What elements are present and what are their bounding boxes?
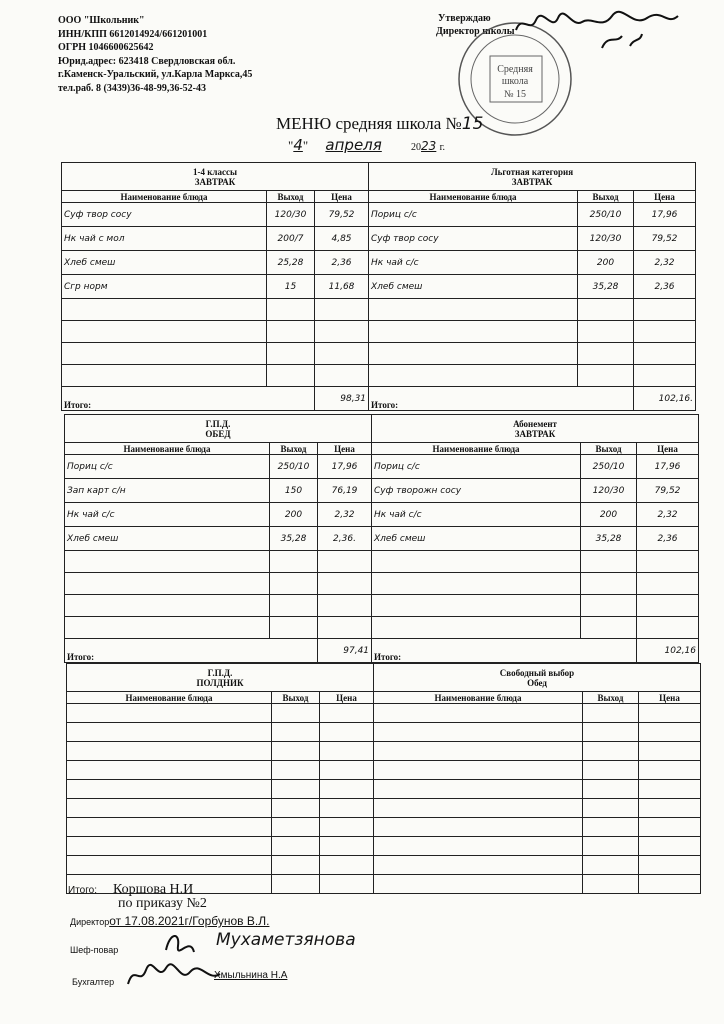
section-meal: Обед: [527, 677, 547, 688]
col-output: Выход: [581, 443, 637, 455]
section-meal: ЗАВТРАК: [514, 428, 556, 439]
dish-output: 200: [581, 503, 637, 527]
table-row-empty: [67, 818, 701, 837]
menu-title-text: МЕНЮ средняя школа №: [276, 114, 462, 133]
menu-title: [276, 114, 483, 134]
dish-price: 79,52: [315, 203, 369, 227]
org-line: тел.раб. 8 (3439)36-48-99,36-52-43: [58, 82, 207, 94]
section-meal: ОБЕД: [205, 428, 231, 439]
menu-table-lunch: [64, 414, 699, 663]
table-row-empty: [65, 573, 699, 595]
dish-price: 76,19: [318, 479, 372, 503]
total-value: 97,41: [318, 639, 372, 663]
date-year-prefix: 20: [411, 142, 422, 153]
section-title: Г.П.Д.: [205, 418, 231, 429]
dish-output: 15: [267, 275, 315, 299]
svg-text:Средняя: Средняя: [497, 64, 533, 75]
section-title: Абонемент: [513, 418, 557, 429]
total-value: 102,16: [637, 639, 699, 663]
col-name: Наименование блюда: [374, 692, 583, 704]
col-output: Выход: [272, 692, 320, 704]
col-price: Цена: [634, 191, 696, 203]
svg-text:№ 15: № 15: [503, 89, 527, 100]
total-label: Итого:: [62, 387, 315, 411]
dish-name: Хлеб смеш: [369, 275, 578, 299]
table-row: [65, 455, 699, 479]
section-title: Льготная категория: [490, 166, 574, 177]
dish-output: 150: [270, 479, 318, 503]
dish-price: 17,96: [637, 455, 699, 479]
dish-price: 2,32: [318, 503, 372, 527]
dish-price: 2,32: [634, 251, 696, 275]
table-row-empty: [62, 321, 696, 343]
dish-output: 200: [270, 503, 318, 527]
dish-output: 120/30: [578, 227, 634, 251]
col-price: Цена: [315, 191, 369, 203]
table-row-empty: [67, 704, 701, 723]
col-name: Наименование блюда: [369, 191, 578, 203]
col-output: Выход: [583, 692, 639, 704]
dish-name: Суф творожн сосу: [372, 479, 581, 503]
date-g: г.: [439, 142, 446, 153]
dish-name: Нк чай с/с: [65, 503, 270, 527]
total-row: [65, 639, 699, 663]
table-row-empty: [65, 595, 699, 617]
dish-name: Суф твор сосу: [62, 203, 267, 227]
director-signature: [512, 4, 682, 52]
footer-director-label: Директор: [70, 917, 110, 927]
dish-output: 35,28: [581, 527, 637, 551]
dish-price: 79,52: [637, 479, 699, 503]
section-header-gpd-snack: [67, 664, 374, 692]
org-line: ОГРН 1046600625642: [58, 42, 154, 54]
footer-name: Коршова Н.И: [112, 882, 194, 897]
table-row: [65, 503, 699, 527]
table-row-empty: [67, 780, 701, 799]
col-output: Выход: [267, 191, 315, 203]
approve-label: Утверждаю: [438, 13, 491, 24]
col-price: Цена: [318, 443, 372, 455]
col-name: Наименование блюда: [67, 692, 272, 704]
col-price: Цена: [320, 692, 374, 704]
org-line: ИНН/КПП 6612014924/661201001: [58, 28, 208, 40]
table-row: [65, 527, 699, 551]
dish-price: 2,36.: [318, 527, 372, 551]
footer-order: по приказу №2: [118, 896, 207, 911]
total-value: 98,31: [315, 387, 369, 411]
total-row: [62, 387, 696, 411]
accountant-name: Хмыльнина Н.А: [214, 970, 288, 981]
section-header-privileged: [369, 163, 696, 191]
dish-output: 35,28: [578, 275, 634, 299]
table-row: [62, 203, 696, 227]
col-price: Цена: [639, 692, 701, 704]
dish-price: 4,85: [315, 227, 369, 251]
table-row-empty: [67, 723, 701, 742]
chef-signature-name: Мухаметзянова: [216, 930, 356, 950]
table-row-empty: [65, 551, 699, 573]
dish-price: 11,68: [315, 275, 369, 299]
section-header-gpd-lunch: [65, 415, 372, 443]
date-year-suffix: 23: [421, 139, 437, 153]
dish-output: 25,28: [267, 251, 315, 275]
dish-output: 120/30: [581, 479, 637, 503]
col-name: Наименование блюда: [372, 443, 581, 455]
section-header-grade1-4: [62, 163, 369, 191]
accountant-signature: [124, 956, 224, 992]
dish-output: 250/10: [578, 203, 634, 227]
table-row-empty: [67, 856, 701, 875]
dish-output: 250/10: [581, 455, 637, 479]
dish-name: Зап карт с/н: [65, 479, 270, 503]
organization-block: [58, 14, 252, 96]
dish-output: 120/30: [267, 203, 315, 227]
date-month: апреля: [325, 136, 382, 154]
section-meal: ПОЛДНИК: [196, 677, 244, 688]
footer-itogo-label: Итого:: [68, 885, 97, 896]
dish-output: 35,28: [270, 527, 318, 551]
dish-price: 2,36: [315, 251, 369, 275]
section-title: Г.П.Д.: [207, 667, 233, 678]
total-label: Итого:: [369, 387, 634, 411]
dish-name: Пориц с/с: [369, 203, 578, 227]
dish-output: 250/10: [270, 455, 318, 479]
dish-name: Суф твор сосу: [369, 227, 578, 251]
table-row: [65, 479, 699, 503]
table-row-empty: [67, 837, 701, 856]
table-row: [62, 227, 696, 251]
dish-name: Нк чай с мол: [62, 227, 267, 251]
dish-name: Хлеб смеш: [65, 527, 270, 551]
section-meal: ЗАВТРАК: [194, 176, 236, 187]
col-name: Наименование блюда: [62, 191, 267, 203]
dish-name: Нк чай с/с: [369, 251, 578, 275]
dish-name: Нк чай с/с: [372, 503, 581, 527]
col-price: Цена: [637, 443, 699, 455]
dish-price: 2,32: [637, 503, 699, 527]
org-line: г.Каменск-Уральский, ул.Карла Маркса,45: [58, 69, 253, 81]
table-row-empty: [67, 799, 701, 818]
school-number: 15: [461, 114, 484, 134]
footer-director-value: от 17.08.2021г/Горбунов В.Л.: [109, 914, 270, 928]
menu-table-snack: [66, 663, 701, 894]
table-row-empty: [67, 761, 701, 780]
table-row-empty: [62, 343, 696, 365]
dish-output: 200/7: [267, 227, 315, 251]
total-value: 102,16.: [634, 387, 696, 411]
table-row-empty: [62, 299, 696, 321]
col-output: Выход: [270, 443, 318, 455]
dish-price: 79,52: [634, 227, 696, 251]
chef-signature-mark: [160, 926, 210, 958]
table-row-empty: [67, 742, 701, 761]
director-label: Директор школы: [436, 26, 515, 37]
total-label: Итого:: [372, 639, 637, 663]
dish-output: 200: [578, 251, 634, 275]
col-name: Наименование блюда: [65, 443, 270, 455]
table-row-empty: [62, 365, 696, 387]
footer-chef-label: Шеф-повар: [70, 945, 119, 955]
dish-price: 2,36: [637, 527, 699, 551]
dish-name: Сгр норм: [62, 275, 267, 299]
section-header-free-choice: [374, 664, 701, 692]
menu-table-breakfast: [61, 162, 696, 411]
col-output: Выход: [578, 191, 634, 203]
table-row: [62, 251, 696, 275]
svg-text:школа: школа: [501, 76, 529, 87]
date-day: 4: [293, 136, 303, 154]
total-label: Итого:: [65, 639, 318, 663]
dish-name: Пориц с/с: [65, 455, 270, 479]
table-row-empty: [65, 617, 699, 639]
table-row: [62, 275, 696, 299]
section-header-subscription: [372, 415, 699, 443]
section-title: 1-4 классы: [193, 166, 237, 177]
dish-price: 17,96: [634, 203, 696, 227]
footer-accountant-label: Бухгалтер: [72, 977, 115, 987]
footer-chef: [70, 940, 118, 958]
dish-price: 2,36: [634, 275, 696, 299]
menu-date: "4" апреля 2023 г.: [288, 136, 446, 154]
dish-name: Пориц с/с: [372, 455, 581, 479]
section-meal: ЗАВТРАК: [511, 176, 553, 187]
footer-accountant: [72, 972, 114, 990]
org-line: Юрид.адрес: 623418 Свердловская обл.: [58, 55, 236, 67]
dish-price: 17,96: [318, 455, 372, 479]
dish-name: Хлеб смеш: [372, 527, 581, 551]
dish-name: Хлеб смеш: [62, 251, 267, 275]
org-line: ООО "Школьник": [58, 15, 145, 26]
section-title: Свободный выбор: [499, 667, 575, 678]
